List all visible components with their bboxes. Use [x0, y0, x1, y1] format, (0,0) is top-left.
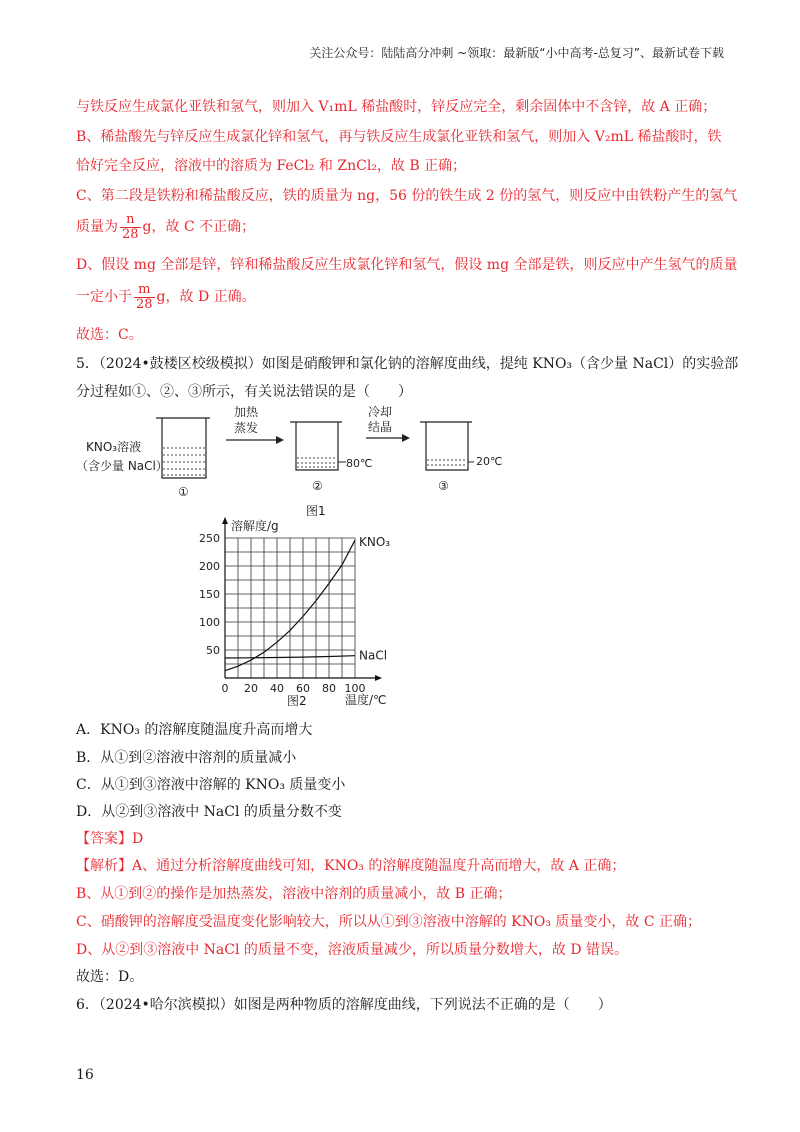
q5-option-b: B．从①到②溶液中溶剂的质量减小: [76, 750, 297, 766]
fraction-num: n: [120, 213, 141, 228]
series-label-nacl: NaCl: [359, 648, 388, 663]
step2-label-b: 结晶: [368, 420, 393, 434]
x-tick-label: 40: [270, 682, 284, 695]
solution-label-1: KNO₃溶液: [86, 440, 142, 454]
x-tick-label: 60: [296, 682, 310, 695]
fraction-num: m: [134, 283, 155, 298]
y-tick-label: 250: [199, 532, 220, 545]
sol4-line6: D、假设 mg 全部是锌，锌和稀盐酸反应生成氯化锌和氢气，假设 mg 全部是铁，则反应中产生氢气的质量: [76, 257, 738, 273]
sol4-line1: 与铁反应生成氯化亚铁和氢气，则加入 V₁mL 稀盐酸时，锌反应完全，剩余固体中不含锌，故 A 正确；: [76, 99, 717, 115]
chart-axes: [222, 517, 382, 681]
sol4-line7: [76, 282, 256, 312]
figure1-caption: 图1: [306, 504, 326, 518]
q5-analysis-line2: B、从①到②的操作是加热蒸发，溶液中溶剂的质量减小，故 B 正确；: [76, 886, 512, 902]
x-tick-label: 20: [244, 682, 258, 695]
x-tick-label: 100: [344, 682, 366, 695]
page-header: 关注公众号：陆陆高分冲刺 ~领取：最新版“小中高考-总复习”、最新试卷下载: [309, 46, 724, 60]
arrow-cool-crystallize: [366, 434, 410, 442]
sol4-line5: [76, 212, 255, 242]
sol4-line7-post: g，故 D 正确。: [156, 289, 256, 305]
x-tick-label: 80: [322, 682, 336, 695]
solution-label-2: （含少量 NaCl）: [76, 459, 168, 473]
q6-stem: 6．（2024•哈尔滨模拟）如图是两种物质的溶解度曲线，下列说法不正确的是（ ）: [76, 997, 612, 1013]
y-tick-label: 200: [199, 560, 220, 573]
beaker-number-1: ①: [178, 485, 189, 499]
chart-tick-labels: [199, 532, 366, 695]
q5-analysis-line3: C、硝酸钾的溶解度受温度变化影响较大，所以从①到③溶液中溶解的 KNO₃ 质量变小，故 C 正确；: [76, 914, 702, 930]
beaker-number-2: ②: [312, 479, 323, 493]
y-tick-label: 150: [199, 588, 220, 601]
sol4-line5-pre: 质量为: [76, 219, 118, 235]
y-tick-label: 100: [199, 616, 220, 629]
fraction-den: 28: [136, 296, 153, 312]
x-axis-arrow: [375, 675, 382, 681]
q5-stem-line1: 5．（2024•鼓楼区校级模拟）如图是硝酸钾和氯化钠的溶解度曲线，提纯 KNO₃（含少量 NaCl）的实验部: [76, 356, 739, 372]
temp-label-80: 80℃: [346, 457, 373, 470]
q5-answer: 【答案】D: [76, 831, 144, 847]
step1-label-a: 加热: [234, 405, 259, 419]
x-tick-label: 0: [221, 682, 229, 695]
sol4-line7-pre: 一定小于: [76, 289, 132, 305]
q5-analysis-line4: D、从②到③溶液中 NaCl 的质量不变，溶液质量减少，所以质量分数增大，故 D 错误。: [76, 942, 629, 958]
arrow-heat-evaporate: [226, 436, 284, 444]
y-tick-label: 50: [206, 644, 220, 657]
fraction-m-28: [134, 283, 155, 312]
q5-option-a: A．KNO₃ 的溶解度随温度升高而增大: [76, 722, 313, 738]
sol4-line5-post: g，故 C 不正确；: [142, 219, 256, 235]
figure2-caption: 图2: [287, 694, 307, 708]
figure2-solubility-chart: [190, 516, 420, 706]
beaker-2: [290, 422, 346, 470]
series-label-kno3: KNO₃: [359, 535, 391, 550]
beaker-3: [420, 422, 474, 470]
step1-label-b: 蒸发: [234, 421, 259, 435]
sol4-line3: 恰好完全反应，溶液中的溶质为 FeCl₂ 和 ZnCl₂，故 B 正确；: [76, 158, 467, 174]
fraction-n-28: [120, 213, 141, 242]
fraction-den: 28: [122, 226, 139, 242]
y-axis-arrow: [222, 517, 228, 524]
temp-label-20: 20℃: [476, 455, 503, 468]
q5-option-c: C．从①到③溶液中溶解的 KNO₃ 质量变小: [76, 777, 346, 793]
q5-choice: 故选：D。: [76, 969, 144, 985]
sol4-choice: 故选：C。: [76, 327, 143, 343]
q5-stem-line2: 分过程如①、②、③所示，有关说法错误的是（ ）: [76, 384, 412, 400]
q5-analysis-line1: 【解析】A、通过分析溶解度曲线可知，KNO₃ 的溶解度随温度升高而增大，故 A 正确；: [76, 858, 626, 874]
step2-label-a: 冷却: [368, 405, 393, 419]
beaker-number-3: ③: [438, 479, 449, 493]
sol4-line4: C、第二段是铁粉和稀盐酸反应，铁的质量为 ng，56 份的铁生成 2 份的氢气，则反应中由铁粉产生的氢气: [76, 188, 738, 204]
page-number: 16: [76, 1067, 94, 1083]
q5-option-d: D．从②到③溶液中 NaCl 的质量分数不变: [76, 804, 342, 820]
sol4-line2: B、稀盐酸先与锌反应生成氯化锌和氢气，再与铁反应生成氯化亚铁和氢气，则加入 V₂mL 稀盐酸时，铁: [76, 129, 722, 145]
x-axis-label: 温度/℃: [345, 693, 387, 706]
y-axis-label: 溶解度/g: [231, 519, 279, 533]
